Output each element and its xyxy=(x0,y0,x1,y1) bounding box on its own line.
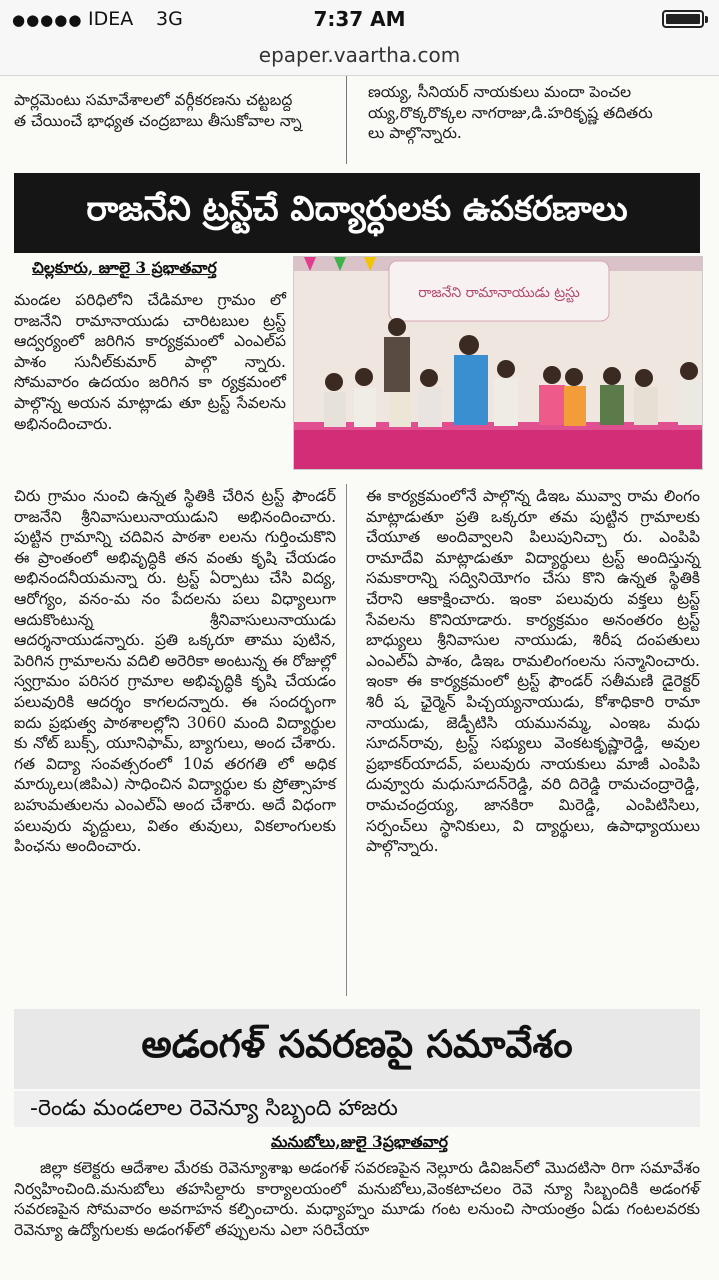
article2-headline: అడంగళ్ సవరణపై సమావేశం xyxy=(14,1009,700,1089)
text-line: పార్లమెంటు సమావేశాలలో వర్గీకరణను చట్టబద్ద xyxy=(14,91,293,109)
url-text[interactable]: epaper.vaartha.com xyxy=(258,43,461,67)
previous-article-left xyxy=(14,90,336,131)
event-photo-image xyxy=(294,257,702,469)
article-dateline: చిల్లకూరు, జూలై 3 ప్రభాతవార్త xyxy=(32,258,217,277)
article-photo xyxy=(293,256,703,470)
photo-banner-text: రాజనేని రామానాయుడు ట్రస్టు xyxy=(418,285,580,301)
epaper-page[interactable] xyxy=(0,76,719,1280)
text-line: ణయ్య, సీనియర్ నాయకులు మందా పెంచల xyxy=(368,83,632,101)
signal-strength-icon: ●●●●● xyxy=(12,11,83,29)
text-line: త చేయించే భాధ్యత చంద్రబాబు తీసుకోవాల న్నా xyxy=(14,111,302,130)
article-body-left: చిరు గ్రామం నుంచి ఉన్నత స్థితికి చేరిన ట్రస్ట్ ఫౌండర్ రాజనేని శ్రీనివాసులునాయుడుని అభినందించారు. పుట్టిన గ్రామాన్ని చదివిన పాఠశా లలను గుర్తించుకొని ఈ ప్రాంతంలో అభివృద్ధికి తన వంతు కృషి చేయడం అభినందనీయమన్నా రు. ట్రస్ట్ ఏర్పాటు చేసి విద్య, ఆరోగ్యం, వనం-మ నం పేదలను పలు విధ్యాలుగా ఆదుకొంటున్న శ్రీనివాసులునాయుడు ఆదర్శనాయుడన్నారు. ప్రతి ఒక్కరూ తాము పుటిన, పెరిగిన గ్రామాలను వదిలి అరెరికా అంటున్న ఈ రోజుల్లో స్వగ్రామం పరిసర గ్రామాల అభివృద్ధికి కృషి చేయడం పలువురికి ఆదర్శం కాగలదన్నారు. ఈ సందర్భంగా ఐదు ప్రభుత్వ పాఠశాలల్లోని 3060 మంది విద్యార్థుల కు నోట్ బుక్స్, యూనిఫామ్, బ్యాగులు, అంద చేశారు. గత విద్యా సంవత్సరంలో 10వ తరగతి లో అధిక మార్కులు(జిపిఎ) సాధించిన విద్యార్థుల కు ప్రోత్సాహక బహుమతులను ఎంఎల్‌ఏ అంద చేశారు. అదే విధంగా పలువురు వృద్దులు, వితం తువులు, వికలాంగులకు పింఛను అందించారు. xyxy=(14,487,336,856)
text-line: లు పాల్గొన్నారు. xyxy=(368,124,462,143)
article2-dateline: మనుబోలు,జులై 3ప్రభాతవార్త xyxy=(271,1132,448,1151)
previous-article-right xyxy=(368,82,700,144)
carrier-name: IDEA xyxy=(88,8,134,30)
battery-icon xyxy=(662,10,704,28)
address-bar[interactable] xyxy=(0,38,719,76)
network-type: 3G xyxy=(156,8,183,30)
article2-subheadline: -రెండు మండలాల రెవెన్యూ సిబ్బంది హాజరు xyxy=(14,1091,700,1127)
article-body-left-top: మండల పరిధిలోని చేడిమాల గ్రామం లో రాజనేని రామానాయుడు చారిటబుల ట్రస్ట్ ఆద్వర్యంలో జరిగిన కార్యక్రమంలో ఎంఎల్‌ప పాశం సునీల్‌కుమార్ పాల్గొ న్నారు. సోమవారం ఉదయం జరిగిన కా ర్యక్రమంలో పాల్గొన్న అయన మాట్లాడు తూ ట్రస్ట్ సేవలను అభినందించారు. xyxy=(14,291,286,433)
clock: 7:37 AM xyxy=(313,7,406,31)
text-line: య్య,రొక్కరొక్కల నాగరాజు,డి.హరికృష్ణ తదితరు xyxy=(368,103,653,122)
article2-body: జిల్లా కలెక్టరు ఆదేశాల మేరకు రెవెన్యూశాఖ అడంగళ్ సవరణపైన నెల్లూరు డివిజన్‌లో మొదటిసా రిగా సమావేశం నిర్వహించింది.మనుబోలు తహసిల్దారు కార్యాలయంలో మనుబోలు,వెంకటాచలం రెవె న్యూ సిబ్బందికి అడంగళ్ సవరణపైన సోమవారం అవగాహన కల్పించారు. మధ్యాహ్నం మూడు గంట లనుంచి సాయంత్రం ఏడు గంటలవరకు రెవెన్యూ ఉద్యోగులకు అడంగళ్‌లో తప్పులను ఎలా సరిచేయా xyxy=(14,1159,700,1239)
article-headline: రాజనేని ట్రస్ట్‌చే విద్యార్ధులకు ఉపకరణాలు xyxy=(14,173,700,253)
article-body-right: ఈ కార్యక్రమంలోనే పాల్గొన్న డిఇఒ మువ్వా రామ లింగం మాట్లాడుతూ ప్రతి ఒక్కరూ తమ పుట్టిన గ్రామాలకు చేయూత అందివ్వాలని పిలుపునిచ్చా రు. ఎంపిపి రామాదేవి మాట్లాడుతూ విద్యార్థులు ట్రస్ట్ అందిస్తున్న సమకారాన్ని సద్వినియోగం చేసు కొని ఉన్నత స్థితికి చేరాని ఆకాక్షించారు. ఇంకా పలువురు వక్తలు ట్రస్ట్ సేవలను కొనియాడారు. కార్యక్రమం అనంతరం ట్రస్ట్ బాధ్యులు శ్రీనివాసుల నాయుడు, శిరీష దంపతులు ఎంఎల్‌ఏ పాశం, డిఇఒ రామలింగంలను సన్మానించారు. ఇంకా ఈ కార్యక్రమంలో ట్రస్ట్ ఫౌండర్ సతీమణి డైరెక్టర్ శిరీ ష, ఛైర్మెన్ పిచ్చయ్యనాయుడు, కోశాధికారి రామా నాయుడు, జెడ్పీటిసి యమునమ్మ, ఎంఇఒ మధు సూదన్‌రావు, ట్రస్ట్ సభ్యులు వెంకటకృష్ణారెడ్డి, అవుల ప్రభాకర్‌యాదవ్, పలువురు నాయకులు మాజీ ఎంపిపి దువ్వూరు మధుసూదన్‌రెడ్డి, వరి దిరెడ్డి రామచంద్రారెడ్డి, రామచంద్రయ్య, జానకిరా మిరెడ్డి, ఎంపిటిసిలు, సర్పంచ్‌లు స్థానికులు, వి ద్యార్థులు, ఉపాధ్యాయులు పాల్గొన్నారు. xyxy=(366,487,700,856)
column-divider xyxy=(346,76,347,164)
column-divider xyxy=(346,484,347,996)
status-bar xyxy=(0,0,719,38)
